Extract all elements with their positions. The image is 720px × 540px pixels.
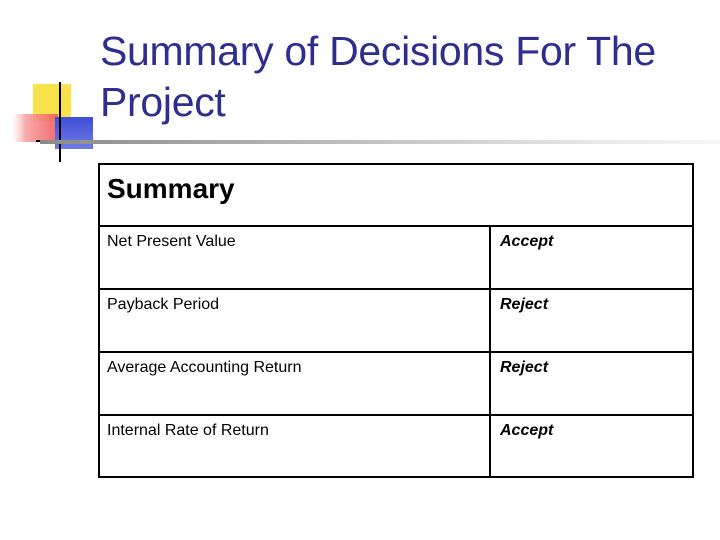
title-underline-rule [40,140,720,144]
decision-cell: Accept [500,233,554,250]
table-header-label: Summary [107,173,235,204]
method-cell: Average Accounting Return [107,359,302,376]
table-row [100,416,692,476]
slide-title: Summary of Decisions For The Project [100,28,656,125]
table-row [100,227,692,290]
method-cell: Payback Period [107,296,220,313]
corner-decoration-graphic [0,0,100,170]
table-row [100,353,692,416]
table-header-row [100,165,692,227]
decision-cell: Reject [500,296,549,313]
method-cell: Internal Rate of Return [107,422,269,439]
method-cell: Net Present Value [107,233,236,250]
decision-cell: Accept [500,422,554,439]
deco-vertical-line [59,82,61,162]
decision-cell: Reject [500,359,549,376]
decision-summary-table [98,163,694,478]
column-divider [489,227,491,476]
deco-red-bar [8,114,58,142]
table-row [100,290,692,353]
